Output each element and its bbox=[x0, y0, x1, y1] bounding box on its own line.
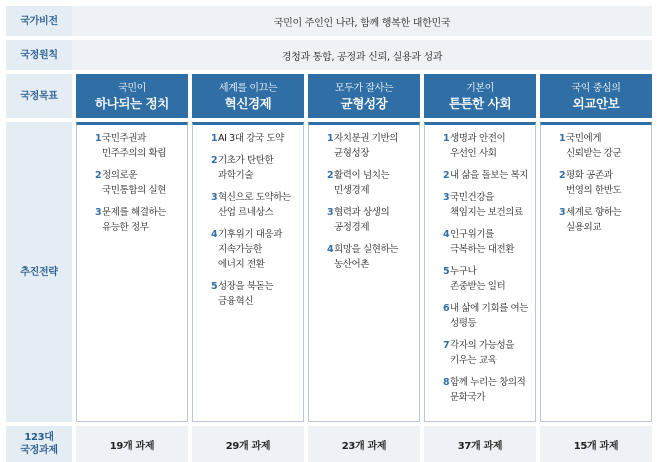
strategy-number: 2 bbox=[443, 170, 450, 181]
task-count: 15개 과제 bbox=[540, 426, 652, 462]
goals-label: 국정목표 bbox=[6, 74, 72, 118]
strategy-number: 7 bbox=[443, 340, 450, 351]
strategy-item bbox=[443, 338, 535, 368]
strategy-number: 4 bbox=[211, 229, 218, 240]
strategy-number: 2 bbox=[95, 170, 102, 181]
strategy-text: 내 삶에 기회를 여는 성평등 bbox=[450, 303, 529, 329]
strategy-number: 6 bbox=[443, 303, 450, 314]
task-count: 23개 과제 bbox=[308, 426, 420, 462]
goal-politics bbox=[76, 74, 188, 118]
goal-line1: 모두가 잘사는 bbox=[334, 83, 394, 94]
task-count: 37개 과제 bbox=[424, 426, 536, 462]
strategy-text: 생명과 안전이 우선인 사회 bbox=[450, 133, 506, 159]
goal-line1: 국익 중심의 bbox=[571, 83, 621, 94]
strategy-item bbox=[95, 205, 187, 235]
goal-line2: 혁신경제 bbox=[224, 96, 272, 111]
goals-row bbox=[6, 74, 652, 118]
task-counts bbox=[72, 426, 652, 462]
goal-line1: 세계를 이끄는 bbox=[218, 83, 278, 94]
task-count: 19개 과제 bbox=[76, 426, 188, 462]
strategy-number: 1 bbox=[443, 133, 450, 144]
strategy-text: AI 3대 강국 도약 bbox=[218, 133, 284, 144]
goal-diplomacy bbox=[540, 74, 652, 118]
goal-line1: 기본이 bbox=[466, 83, 494, 94]
tasks-row bbox=[6, 426, 652, 462]
goal-line2: 균형성장 bbox=[340, 96, 388, 111]
strategy-columns bbox=[72, 122, 652, 422]
vision-text: 국민이 주인인 나라, 함께 행복한 대한민국 bbox=[72, 6, 652, 36]
strategy-column bbox=[424, 122, 536, 422]
strategy-number: 3 bbox=[327, 207, 334, 218]
goal-society bbox=[424, 74, 536, 118]
strategy-column bbox=[540, 122, 652, 422]
goals-list bbox=[72, 74, 652, 118]
strategy-text: 함께 누리는 창의적 문화국가 bbox=[450, 377, 526, 403]
strategy-number: 5 bbox=[443, 266, 450, 277]
strategy-item bbox=[443, 301, 535, 331]
strategy-text: 자치분권 기반의 균형성장 bbox=[334, 133, 399, 159]
goal-growth bbox=[308, 74, 420, 118]
strategy-item bbox=[443, 131, 535, 161]
goal-line2: 외교안보 bbox=[572, 96, 620, 111]
strategy-text: 기후위기 대응과 지속가능한 에너지 전환 bbox=[218, 229, 283, 270]
strategy-column bbox=[192, 122, 304, 422]
strategy-number: 1 bbox=[95, 133, 102, 144]
strategy-item bbox=[559, 205, 651, 235]
strategy-item bbox=[443, 375, 535, 405]
strategy-text: 인구위기를 극복하는 대전환 bbox=[450, 229, 515, 255]
strategy-number: 3 bbox=[95, 207, 102, 218]
strategy-text: 활력이 넘치는 민생경제 bbox=[334, 170, 390, 196]
strategy-text: 희망을 실현하는 농산어촌 bbox=[334, 244, 399, 270]
strategy-text: 국민에게 신뢰받는 강군 bbox=[566, 133, 622, 159]
strategy-item bbox=[211, 131, 303, 146]
strategy-number: 2 bbox=[559, 170, 566, 181]
strategy-item bbox=[327, 131, 419, 161]
strategy-column bbox=[76, 122, 188, 422]
strategy-item bbox=[211, 153, 303, 183]
strategy-item bbox=[327, 242, 419, 272]
strategy-number: 3 bbox=[443, 192, 450, 203]
strategy-number: 1 bbox=[559, 133, 566, 144]
principle-label: 국정원칙 bbox=[6, 40, 72, 70]
strategy-item bbox=[443, 190, 535, 220]
strategy-text: 평화 공존과 번영의 한반도 bbox=[566, 170, 622, 196]
goal-line2: 하나되는 정치 bbox=[94, 96, 169, 111]
strategy-text: 기초가 탄탄한 과학기술 bbox=[218, 155, 274, 181]
goal-line2: 튼튼한 사회 bbox=[448, 96, 512, 111]
task-count: 29개 과제 bbox=[192, 426, 304, 462]
goal-economy bbox=[192, 74, 304, 118]
strategy-item bbox=[327, 168, 419, 198]
policy-table bbox=[6, 6, 652, 462]
strategy-item bbox=[443, 264, 535, 294]
strategy-item bbox=[211, 227, 303, 272]
strategy-number: 4 bbox=[327, 244, 334, 255]
strategy-number: 3 bbox=[559, 207, 566, 218]
strategy-text: 협력과 상생의 공정경제 bbox=[334, 207, 390, 233]
principle-row bbox=[6, 40, 652, 70]
strategy-text: 세계로 향하는 실용외교 bbox=[566, 207, 622, 233]
strategy-item bbox=[211, 190, 303, 220]
strategy-number: 2 bbox=[327, 170, 334, 181]
vision-label: 국가비전 bbox=[6, 6, 72, 36]
strategy-item bbox=[443, 168, 535, 183]
strategy-number: 1 bbox=[211, 133, 218, 144]
strategy-text: 성장을 북돋는 금융혁신 bbox=[218, 281, 274, 307]
strategy-number: 8 bbox=[443, 377, 450, 388]
strategy-item bbox=[559, 168, 651, 198]
strategies-label: 추진전략 bbox=[6, 122, 72, 422]
vision-row bbox=[6, 6, 652, 36]
strategy-item bbox=[95, 168, 187, 198]
strategy-number: 1 bbox=[327, 133, 334, 144]
strategy-text: 각자의 가능성을 키우는 교육 bbox=[450, 340, 515, 366]
strategy-text: 혁신으로 도약하는 산업 르네상스 bbox=[218, 192, 291, 218]
strategy-item bbox=[211, 279, 303, 309]
goal-line1: 국민이 bbox=[118, 83, 146, 94]
strategy-item bbox=[95, 131, 187, 161]
strategy-number: 4 bbox=[443, 229, 450, 240]
strategy-number: 5 bbox=[211, 281, 218, 292]
strategy-text: 국민주권과 민주주의의 확립 bbox=[102, 133, 167, 159]
strategy-column bbox=[308, 122, 420, 422]
strategy-text: 누구나 존중받는 일터 bbox=[450, 266, 506, 292]
strategy-number: 3 bbox=[211, 192, 218, 203]
tasks-label: 123대 국정과제 bbox=[6, 426, 72, 462]
strategy-text: 정의로운 국민통합의 실현 bbox=[102, 170, 167, 196]
strategy-text: 국민건강을 책임지는 보건의료 bbox=[450, 192, 523, 218]
strategies-row bbox=[6, 122, 652, 422]
strategy-item bbox=[559, 131, 651, 161]
strategy-text: 내 삶을 돌보는 복지 bbox=[450, 170, 529, 181]
strategy-item bbox=[327, 205, 419, 235]
strategy-item bbox=[443, 227, 535, 257]
strategy-number: 2 bbox=[211, 155, 218, 166]
principle-text: 경청과 통합, 공정과 신뢰, 실용과 성과 bbox=[72, 40, 652, 70]
strategy-text: 문제를 해결하는 유능한 정부 bbox=[102, 207, 167, 233]
